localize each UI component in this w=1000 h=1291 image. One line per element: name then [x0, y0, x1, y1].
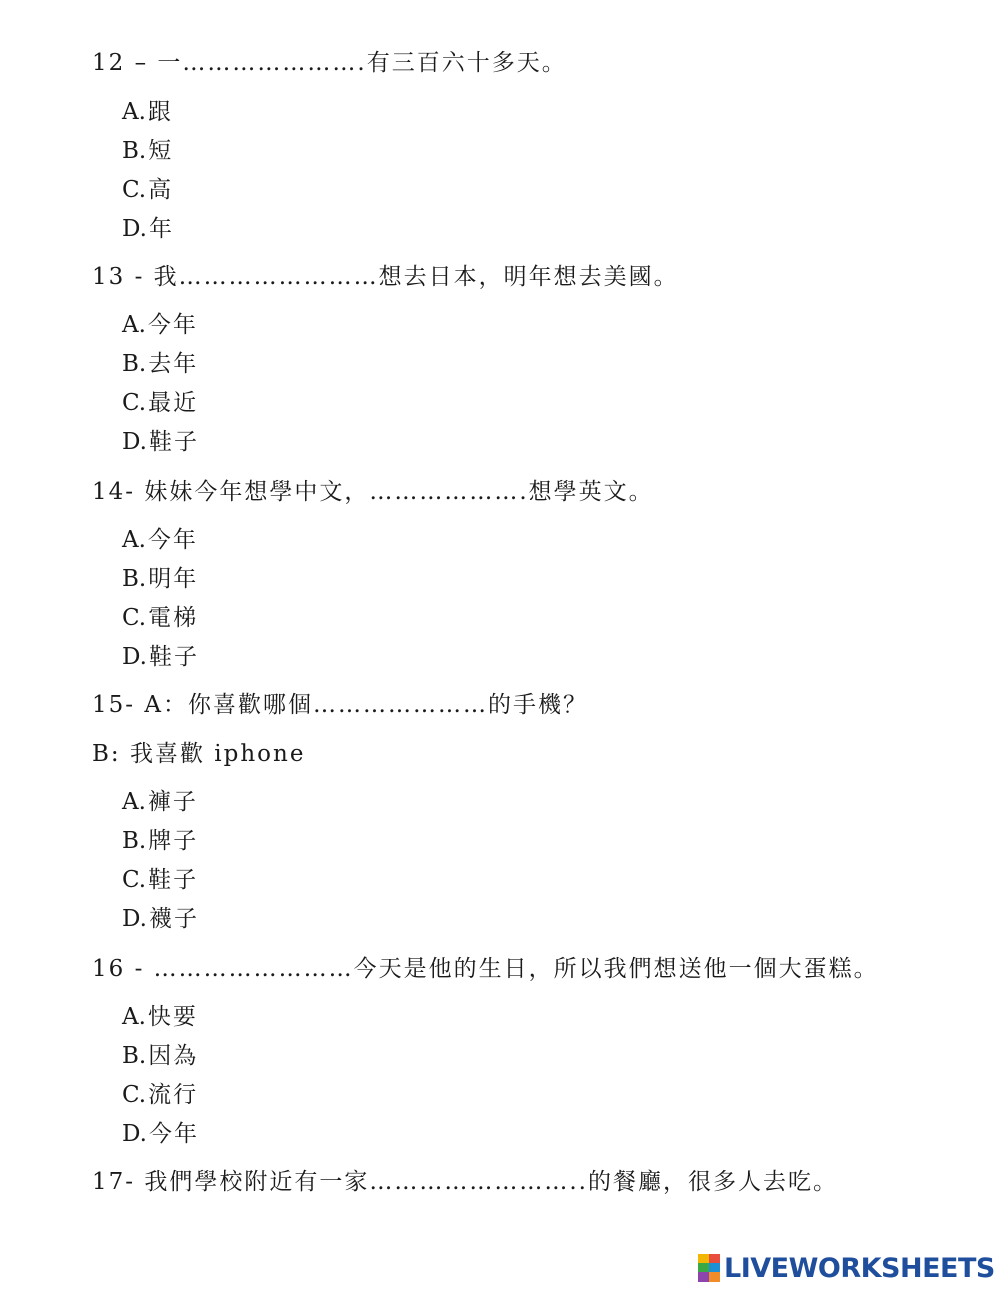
- option-letter: C.: [122, 867, 147, 893]
- question-15-option-b[interactable]: [122, 826, 198, 856]
- option-letter: A.: [122, 99, 146, 125]
- question-16-option-b[interactable]: [122, 1041, 198, 1071]
- option-text: 鞋子: [148, 867, 199, 893]
- option-letter: B.: [122, 828, 147, 854]
- option-text: 年: [148, 216, 174, 242]
- option-text: 因為: [148, 1043, 199, 1069]
- option-letter: A.: [122, 1004, 146, 1030]
- option-text: 牌子: [148, 828, 199, 854]
- badge-square: [698, 1254, 709, 1263]
- liveworksheets-logo: [698, 1252, 995, 1284]
- option-letter: D.: [122, 429, 147, 455]
- option-text: 鞋子: [148, 644, 199, 670]
- badge-square: [709, 1263, 720, 1272]
- option-letter: D.: [122, 216, 147, 242]
- badge-square: [709, 1254, 720, 1263]
- question-15-stem: 15- A：你喜歡哪個…………………的手機？: [92, 692, 588, 718]
- option-text: 鞋子: [148, 429, 199, 455]
- question-15-option-d[interactable]: [122, 904, 199, 934]
- option-text: 流行: [148, 1082, 199, 1108]
- question-13-option-b[interactable]: [122, 349, 198, 379]
- question-15-option-c[interactable]: [122, 865, 198, 895]
- option-text: 襪子: [148, 906, 199, 932]
- option-letter: A.: [122, 789, 146, 815]
- option-letter: B.: [122, 566, 147, 592]
- question-14-option-d[interactable]: [122, 642, 199, 672]
- option-text: 高: [148, 177, 174, 203]
- option-text: 去年: [148, 351, 199, 377]
- question-12-stem: 12 – 一………………….有三百六十多天。: [92, 50, 567, 76]
- option-text: 最近: [148, 390, 199, 416]
- badge-square: [698, 1272, 709, 1282]
- question-13-stem: 13 - 我……………………想去日本，明年想去美國。: [92, 264, 679, 290]
- question-15-option-a[interactable]: [122, 787, 198, 817]
- option-letter: C.: [122, 1082, 147, 1108]
- option-text: 快要: [147, 1004, 198, 1030]
- option-text: 電梯: [148, 605, 199, 631]
- option-letter: D.: [122, 906, 147, 932]
- question-13-option-c[interactable]: [122, 388, 198, 418]
- question-12-option-d[interactable]: [122, 214, 174, 244]
- option-text: 明年: [148, 566, 199, 592]
- option-letter: D.: [122, 1121, 147, 1147]
- option-letter: B.: [122, 138, 147, 164]
- option-text: 短: [148, 138, 174, 164]
- question-14-option-b[interactable]: [122, 564, 198, 594]
- option-letter: C.: [122, 177, 147, 203]
- question-16-option-a[interactable]: [122, 1002, 198, 1032]
- option-text: 今年: [147, 527, 198, 553]
- question-16-option-c[interactable]: [122, 1080, 198, 1110]
- badge-square: [698, 1263, 709, 1272]
- badge-square: [709, 1272, 720, 1282]
- option-text: 褲子: [147, 789, 198, 815]
- option-letter: C.: [122, 605, 147, 631]
- option-text: 跟: [147, 99, 173, 125]
- question-14-option-c[interactable]: [122, 603, 198, 633]
- option-text: 今年: [148, 1121, 199, 1147]
- option-letter: C.: [122, 390, 147, 416]
- option-letter: B.: [122, 1043, 147, 1069]
- question-12-option-c[interactable]: [122, 175, 173, 205]
- question-16-stem: 16 - ……………………今天是他的生日，所以我們想送他一個大蛋糕。: [92, 956, 879, 982]
- question-13-option-a[interactable]: [122, 310, 198, 340]
- logo-badge-icon: [698, 1254, 720, 1282]
- logo-text: LIVEWORKSHEETS: [724, 1252, 995, 1284]
- question-14-stem: 14- 妹妹今年想學中文，……………….想學英文。: [92, 479, 654, 505]
- question-12-option-a[interactable]: [122, 97, 173, 127]
- option-text: 今年: [147, 312, 198, 338]
- question-17-stem: 17- 我們學校附近有一家……………………..的餐廳，很多人去吃。: [92, 1169, 838, 1195]
- option-letter: D.: [122, 644, 147, 670]
- question-15-stem-reply: B: 我喜歡 iphone: [92, 741, 306, 767]
- option-letter: B.: [122, 351, 147, 377]
- question-12-option-b[interactable]: [122, 136, 173, 166]
- question-13-option-d[interactable]: [122, 427, 199, 457]
- question-14-option-a[interactable]: [122, 525, 198, 555]
- option-letter: A.: [122, 527, 146, 553]
- option-letter: A.: [122, 312, 146, 338]
- question-16-option-d[interactable]: [122, 1119, 199, 1149]
